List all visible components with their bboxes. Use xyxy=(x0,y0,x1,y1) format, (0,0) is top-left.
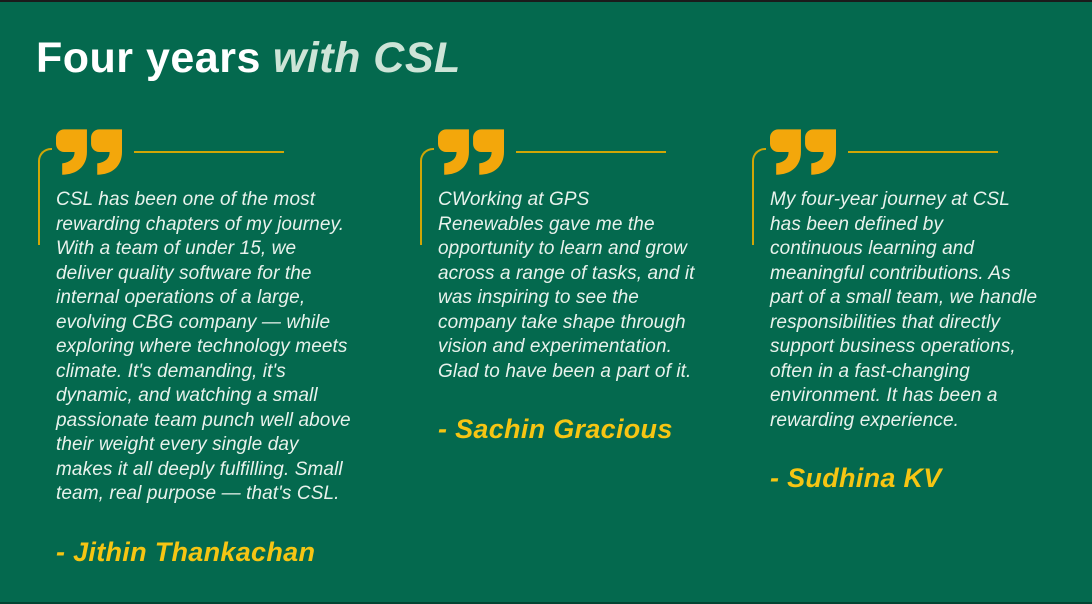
testimonial-quote: My four-year journey at CSL has been defined by continuous learning and meaningful contributions. As part of a small team, we handle responsibilities that directly support business operations, often in a fast-changing environment. It has been a rewarding experience. xyxy=(770,189,1038,431)
testimonial-column xyxy=(752,128,1040,494)
quote-bracket-line xyxy=(38,148,52,245)
quote-rule-line xyxy=(134,151,284,153)
page-title-emphasis: with CSL xyxy=(272,34,461,82)
testimonial-author: - Jithin Thankachan xyxy=(56,536,316,567)
testimonial-author: - Sudhina KV xyxy=(770,463,942,493)
open-quote-icon xyxy=(438,128,504,176)
quote-header xyxy=(770,128,1040,180)
page-title-regular: Four years xyxy=(36,34,261,82)
testimonial-author: - Sachin Gracious xyxy=(438,414,673,444)
testimonial-quote: CSL has been one of the most rewarding chapters of my journey. With a team of under 15, we deliver quality software for the internal operations of a large, evolving CBG company — while exploring where technology meets climate. It's demanding, it's dynamic, and watching a small passionate team punch well above their weight every single day makes it all deeply fulfilling. Small team, real purpose — that's CSL. xyxy=(56,189,351,504)
page-title xyxy=(36,34,461,83)
open-quote-icon xyxy=(56,128,122,176)
testimonial-quote: CWorking at GPS Renewables gave me the opportunity to learn and grow across a range of tasks, and it was inspiring to see the company take shape through vision and experimentation. Glad to have been a part of it. xyxy=(438,189,695,382)
quote-rule-line xyxy=(516,151,666,153)
quote-header xyxy=(56,128,353,180)
quote-bracket-line xyxy=(420,148,434,245)
slide-top-edge xyxy=(0,0,1092,2)
testimonial-column xyxy=(420,128,696,445)
open-quote-icon xyxy=(770,128,836,176)
quote-bracket-line xyxy=(752,148,766,245)
testimonial-column xyxy=(38,128,353,568)
quote-rule-line xyxy=(848,151,998,153)
quote-header xyxy=(438,128,696,180)
